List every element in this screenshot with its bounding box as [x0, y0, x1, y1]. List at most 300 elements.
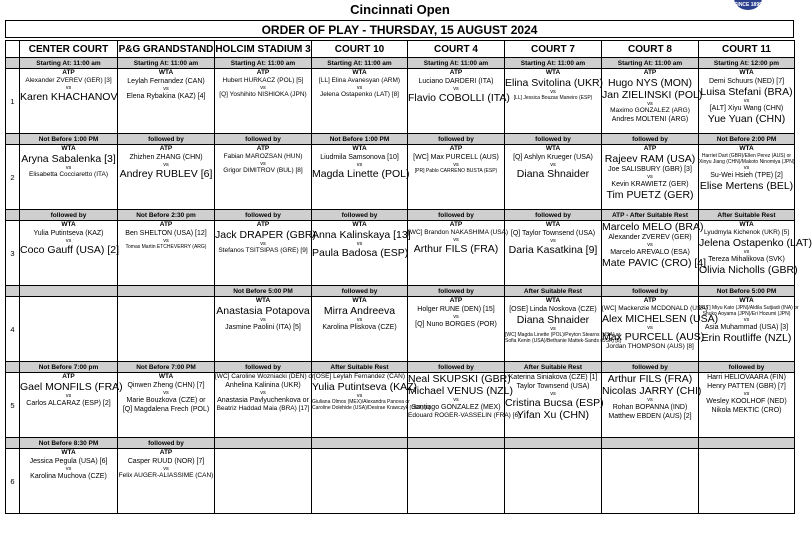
- versus-label: vs: [550, 162, 556, 168]
- start-time-label: Starting At: 12:00 pm: [699, 58, 795, 69]
- versus-label: vs: [65, 238, 72, 244]
- tour-category: WTA: [739, 69, 754, 76]
- court-header: COURT 11: [699, 41, 795, 58]
- match-cell: [312, 297, 408, 362]
- start-time-label: After Suitable Rest: [505, 362, 602, 373]
- match-cell: [118, 145, 215, 210]
- match-cell: [118, 221, 215, 286]
- player-name: Yulia Putintseva (KAZ): [33, 230, 104, 237]
- match-row: [6, 69, 795, 134]
- player-name: Ben SHELTON (USA) [12]: [125, 230, 207, 237]
- row-number-spacer: [6, 134, 20, 145]
- match-cell: [505, 373, 602, 438]
- match-cell: [699, 373, 795, 438]
- tour-category: ATP: [159, 221, 173, 228]
- start-time-label: [602, 438, 699, 449]
- court-header-row: [6, 41, 795, 58]
- start-time-label: [215, 438, 312, 449]
- player-name: [OSE] Leylah Fernandez (CAN): [313, 373, 406, 380]
- tour-category: ATP: [256, 69, 270, 76]
- match-cell: [20, 449, 118, 514]
- player-name: Anna Kalinskaya [13]: [312, 229, 411, 241]
- versus-label: vs: [65, 393, 72, 399]
- player-name: Stefanos TSITSIPAS (GRE) [9]: [218, 247, 308, 254]
- match-cell: [215, 69, 312, 134]
- tour-category: ATP: [449, 145, 463, 152]
- player-name: Andrey RUBLEV [6]: [119, 168, 213, 180]
- player-name: Rajeev RAM (USA): [604, 153, 696, 165]
- start-time-label: [408, 438, 505, 449]
- player-name: Yulia Putintseva (KAZ): [312, 381, 418, 393]
- start-time-label: Starting At: 11:00 am: [118, 58, 215, 69]
- start-time-label: followed by: [505, 210, 602, 221]
- player-name: Demi Schuurs (NED) [7]: [708, 78, 785, 85]
- versus-label: vs: [163, 238, 169, 244]
- match-cell: [118, 297, 215, 362]
- player-name: Arthur FILS (FRA): [607, 373, 693, 385]
- player-name: Yifan Xu (CHN): [517, 409, 589, 421]
- start-time-label: followed by: [699, 362, 795, 373]
- player-name: Marie Bouzkova (CZE) or: [126, 397, 206, 404]
- player-name: Zhizhen ZHANG (CHN): [129, 154, 203, 161]
- corner-cell: [6, 41, 20, 58]
- row-number: 5: [6, 373, 20, 438]
- match-cell: [312, 449, 408, 514]
- player-name: [Q] Nuno BORGES (POR): [415, 321, 497, 328]
- match-cell: [118, 449, 215, 514]
- match-cell: [215, 221, 316, 286]
- player-name: [PR] Pablo CARRENO BUSTA (ESP): [414, 168, 498, 174]
- player-name: Jan ZIELINSKI (POL): [602, 89, 703, 101]
- player-name: Nikola MEKTIC (CRO): [711, 407, 782, 414]
- versus-label: vs: [260, 317, 266, 323]
- player-name: Diana Shnaider: [516, 168, 590, 180]
- player-name: Felix AUGER-ALIASSIME (CAN): [118, 472, 214, 479]
- match-cell: [505, 449, 602, 514]
- player-name: Beatriz Haddad Maia (BRA) [17]: [216, 405, 310, 412]
- slot-header-row: [6, 362, 795, 373]
- player-name: [Q] Magdalena Frech (POL): [122, 406, 210, 413]
- tour-category: WTA: [352, 69, 367, 76]
- versus-label: vs: [550, 326, 556, 332]
- versus-label: vs: [647, 101, 653, 107]
- match-cell: [20, 373, 123, 438]
- versus-label: vs: [453, 162, 459, 168]
- player-name: Henry PATTEN (GBR) [7]: [707, 383, 786, 390]
- start-time-label: [699, 438, 795, 449]
- versus-label: vs: [163, 390, 169, 396]
- tour-category: ATP: [62, 373, 75, 380]
- versus-label: vs: [743, 391, 750, 397]
- start-time-label: Not Before 2:30 pm: [118, 210, 215, 221]
- player-name: Magda Linette (POL): [312, 168, 410, 180]
- player-name: [WC] Magda Linette (POL)/Peyton Stearns (USA) or: [505, 332, 621, 338]
- player-name: Andres MOLTENI (ARG): [611, 116, 689, 123]
- match-cell: [408, 145, 505, 210]
- tour-category: ATP: [256, 145, 270, 152]
- match-cell: [602, 69, 703, 134]
- match-cell: [602, 449, 699, 514]
- start-time-label: [118, 286, 215, 297]
- player-name: Jelena Ostapenko (LAT): [699, 237, 812, 249]
- match-cell: [408, 297, 505, 362]
- tour-category: WTA: [545, 69, 561, 76]
- start-time-label: Not Before 1:00 PM: [20, 134, 118, 145]
- match-cell: [699, 69, 795, 134]
- player-name: Giuliana Olmos (MEX)/Alexandra Panova or: [312, 399, 410, 405]
- start-time-label: Starting At: 11:00 am: [312, 58, 408, 69]
- versus-label: vs: [647, 242, 653, 248]
- player-name: Alexander ZVEREV (GER) [3]: [25, 77, 112, 84]
- versus-label: vs: [743, 317, 750, 323]
- start-time-label: After Suitable Rest: [505, 286, 602, 297]
- match-cell: [312, 69, 408, 134]
- versus-label: vs: [260, 161, 266, 167]
- match-cell: [699, 297, 799, 362]
- player-name: Liudmila Samsonova [10]: [320, 154, 399, 161]
- start-time-label: ATP - After Suitable Rest: [602, 210, 699, 221]
- schedule-body: [6, 58, 812, 514]
- logo-text: SINCE 1899: [734, 2, 762, 8]
- player-name: Mate PAVIC (CRO) [4]: [602, 257, 707, 269]
- player-name: Diana Shnaider: [516, 314, 590, 326]
- player-name: [LL] Elina Avanesyan (ARM): [318, 77, 401, 84]
- row-number-spacer: [6, 362, 20, 373]
- player-name: Marcelo AREVALO (ESA): [610, 249, 690, 256]
- start-time-label: followed by: [312, 286, 408, 297]
- start-time-label: followed by: [408, 210, 505, 221]
- player-name: Tereza Mihalikova (SVK): [708, 256, 785, 263]
- player-name: Caroline Dolehide (USA)/Desirae Krawczyk (USA) [6]: [312, 405, 431, 411]
- match-cell: [312, 373, 431, 438]
- player-name: Shuko Aoyama (JPN)/Eri Hozumi (JPN): [702, 311, 791, 317]
- player-name: Karen KHACHANOV: [20, 91, 118, 103]
- tour-category: WTA: [158, 373, 174, 380]
- tour-category: WTA: [61, 221, 76, 228]
- tour-category: ATP: [449, 297, 463, 304]
- player-name: Nicolas JARRY (CHI): [602, 385, 702, 397]
- player-name: Lyudmyla Kichenok (UKR) [5]: [703, 229, 789, 236]
- tour-category: WTA: [739, 221, 754, 228]
- player-name: Paula Badosa (ESP): [312, 247, 409, 259]
- tour-category: ATP: [643, 145, 657, 152]
- player-name: Fabian MAROZSAN (HUN): [223, 153, 303, 160]
- match-cell: [699, 449, 795, 514]
- player-name: Cristina Bucsa (ESP): [505, 397, 604, 409]
- player-name: Wesley KOOLHOF (NED): [706, 398, 787, 405]
- player-name: Arthur FILS (FRA): [413, 243, 499, 255]
- player-name: Michael VENUS (NZL): [408, 385, 514, 397]
- match-cell: [215, 297, 312, 362]
- start-time-label: Not Before 1:00 PM: [312, 134, 408, 145]
- versus-label: vs: [647, 325, 653, 331]
- versus-label: vs: [453, 397, 459, 403]
- player-name: Jelena Ostapenko (LAT) [8]: [319, 91, 399, 98]
- match-cell: [505, 145, 602, 210]
- player-name: Taylor Townsend (USA): [516, 383, 590, 390]
- versus-label: vs: [453, 314, 459, 320]
- player-name: Elina Svitolina (UKR): [505, 77, 604, 89]
- player-name: Neal SKUPSKI (GBR): [408, 373, 511, 385]
- start-time-label: followed by: [408, 286, 505, 297]
- player-name: Su-Wei Hsieh (TPE) [2]: [710, 172, 783, 179]
- match-cell: [505, 221, 602, 286]
- player-name: Karolina Pliskova (CZE): [322, 324, 397, 331]
- row-number-spacer: [6, 286, 20, 297]
- slot-header-row: [6, 134, 795, 145]
- versus-label: vs: [356, 393, 363, 399]
- player-name: Rohan BOPANNA (IND): [612, 404, 688, 411]
- player-name: Hubert HURKACZ (POL) [5]: [222, 77, 304, 84]
- slot-header-row: [6, 286, 795, 297]
- start-time-label: [20, 286, 118, 297]
- start-time-label: followed by: [20, 210, 118, 221]
- player-name: Elena Rybakina (KAZ) [4]: [126, 93, 206, 100]
- versus-label: vs: [163, 162, 169, 168]
- player-name: Daria Kasatkina [9]: [508, 244, 598, 256]
- match-cell: [699, 221, 812, 286]
- player-name: Coco Gauff (USA) [2]: [20, 244, 120, 256]
- start-time-label: followed by: [408, 134, 505, 145]
- match-row: [6, 373, 795, 438]
- start-time-label: Not Before 7:00 pm: [20, 362, 118, 373]
- tour-category: ATP: [449, 221, 463, 228]
- match-cell: [602, 297, 719, 362]
- player-name: [ALT] Miyu Kato (JPN)/Aldila Sutjiadi (INA) or: [699, 305, 799, 311]
- court-header: COURT 4: [408, 41, 505, 58]
- player-name: Luisa Stefani (BRA): [700, 86, 793, 98]
- versus-label: vs: [356, 162, 363, 168]
- versus-label: vs: [647, 174, 653, 180]
- player-name: Katerina Siniakova (CZE) [1]: [508, 374, 598, 381]
- court-header: COURT 10: [312, 41, 408, 58]
- player-name: Qinwen Zheng (CHN) [7]: [127, 382, 205, 389]
- tour-category: ATP: [643, 69, 657, 76]
- versus-label: vs: [453, 237, 459, 243]
- player-name: Carlos ALCARAZ (ESP) [2]: [26, 400, 111, 407]
- versus-label: vs: [65, 165, 72, 171]
- slot-header-row: [6, 210, 795, 221]
- player-name: Aryna Sabalenka [3]: [21, 153, 116, 165]
- match-cell: [602, 145, 699, 210]
- tour-category: WTA: [352, 221, 367, 228]
- tour-category: WTA: [545, 145, 561, 152]
- player-name: [LL] Jessica Bouzas Maneiro (ESP): [513, 95, 593, 101]
- row-number: 2: [6, 145, 20, 210]
- start-time-label: followed by: [602, 362, 699, 373]
- match-cell: [215, 145, 312, 210]
- match-cell: [602, 221, 707, 286]
- start-time-label: followed by: [215, 362, 312, 373]
- versus-label: vs: [356, 317, 363, 323]
- start-time-label: Not Before 8:30 PM: [20, 438, 118, 449]
- start-time-label: followed by: [118, 438, 215, 449]
- versus-label: vs: [743, 98, 750, 104]
- start-time-label: Not Before 5:00 PM: [215, 286, 312, 297]
- start-time-label: After Suitable Rest: [699, 210, 795, 221]
- player-name: [OSE] Linda Noskova (CZE): [509, 306, 597, 313]
- player-name: [Q] Taylor Townsend (USA): [510, 230, 596, 237]
- player-name: [WC] Max PURCELL (AUS): [413, 154, 499, 161]
- court-header: HOLCIM STADIUM 3: [215, 41, 312, 58]
- player-name: Alexander ZVEREV (GER): [608, 234, 692, 241]
- tour-category: ATP: [256, 221, 270, 228]
- tour-category: ATP: [643, 297, 657, 304]
- start-time-label: Not Before 7:00 PM: [118, 362, 215, 373]
- match-cell: [699, 145, 795, 210]
- slot-header-row: [6, 438, 795, 449]
- start-time-label: [312, 438, 408, 449]
- tour-category: WTA: [739, 145, 754, 152]
- player-name: Mirra Andreeva: [323, 305, 396, 317]
- start-time-label: [505, 438, 602, 449]
- match-cell: [602, 373, 702, 438]
- versus-label: vs: [260, 241, 266, 247]
- match-cell: [118, 69, 215, 134]
- versus-label: vs: [550, 391, 556, 397]
- versus-label: vs: [65, 85, 72, 91]
- row-number: 1: [6, 69, 20, 134]
- versus-label: vs: [260, 390, 266, 396]
- player-name: [WC] Mackenzie MCDONALD (USA): [602, 305, 708, 312]
- tour-category: WTA: [352, 145, 367, 152]
- versus-label: vs: [356, 85, 363, 91]
- player-name: Anhelina Kalinina (UKR): [225, 382, 301, 389]
- slot-header-row: [6, 58, 795, 69]
- match-cell: [312, 221, 411, 286]
- tour-category: WTA: [61, 449, 76, 456]
- player-name: Kevin KRAWIETZ (GER): [611, 181, 689, 188]
- start-time-label: followed by: [118, 134, 215, 145]
- versus-label: vs: [163, 466, 169, 472]
- order-of-play-table: [5, 40, 812, 514]
- match-cell: [20, 221, 118, 286]
- versus-label: vs: [743, 249, 750, 255]
- court-header: P&G GRANDSTAND: [118, 41, 215, 58]
- player-name: Santiago GONZALEZ (MEX): [411, 404, 501, 411]
- start-time-label: followed by: [215, 210, 312, 221]
- order-of-play-subtitle: ORDER OF PLAY - THURSDAY, 15 AUGUST 2024: [5, 20, 794, 38]
- player-name: Matthew EBDEN (AUS) [2]: [608, 413, 692, 420]
- player-name: Max PURCELL (AUS): [602, 331, 705, 343]
- player-name: Grigor DIMITROV (BUL) [8]: [223, 167, 303, 174]
- tour-category: WTA: [255, 297, 271, 304]
- player-name: Flavio COBOLLI (ITA): [408, 92, 510, 104]
- court-header: COURT 7: [505, 41, 602, 58]
- start-time-label: followed by: [602, 134, 699, 145]
- versus-label: vs: [65, 466, 72, 472]
- player-name: Leylah Fernandez (CAN): [127, 78, 205, 85]
- player-name: Xinyu Jiang (CHN)/Makoto Ninomiya (JPN): [699, 159, 795, 165]
- court-header: CENTER COURT: [20, 41, 118, 58]
- match-cell: [20, 145, 118, 210]
- tour-category: WTA: [352, 297, 367, 304]
- versus-label: vs: [743, 165, 750, 171]
- row-number-spacer: [6, 210, 20, 221]
- match-row: [6, 221, 795, 286]
- versus-label: vs: [163, 86, 169, 92]
- player-name: Jasmine Paolini (ITA) [5]: [225, 324, 301, 331]
- match-cell: [408, 373, 520, 438]
- start-time-label: followed by: [215, 134, 312, 145]
- match-row: [6, 145, 795, 210]
- player-name: Yue Yuan (CHN): [707, 113, 786, 125]
- tour-category: WTA: [545, 221, 561, 228]
- match-cell: [408, 69, 510, 134]
- player-name: Tomas Martin ETCHEVERRY (ARG): [125, 244, 207, 250]
- row-number-spacer: [6, 438, 20, 449]
- start-time-label: Starting At: 11:00 am: [602, 58, 699, 69]
- match-cell: [408, 449, 505, 514]
- player-name: [Q] Yoshihito NISHIOKA (JPN): [219, 91, 307, 98]
- player-name: Anastasia Pavlyuchenkova or: [217, 397, 309, 404]
- player-name: Elise Mertens (BEL): [699, 180, 794, 192]
- match-row: [6, 297, 795, 362]
- start-time-label: followed by: [505, 134, 602, 145]
- player-name: Marcelo MELO (BRA): [602, 221, 704, 233]
- start-time-label: Not Before 5:00 PM: [699, 286, 795, 297]
- start-time-label: Not Before 2:00 PM: [699, 134, 795, 145]
- row-number: 6: [6, 449, 20, 514]
- player-name: Harriet Dart (GBR)/Ellen Perez (AUS) or: [701, 153, 792, 159]
- match-cell: [312, 145, 408, 210]
- tour-category: WTA: [158, 69, 174, 76]
- player-name: Hugo NYS (MON): [607, 77, 692, 89]
- player-name: Elisabetta Cocciaretto (ITA): [29, 171, 108, 178]
- player-name: Olivia Nicholls (GBR): [699, 264, 798, 276]
- player-name: Maximo GONZALEZ (ARG): [610, 107, 690, 114]
- player-name: [WC] Caroline Wozniacki (DEN) or: [215, 373, 315, 380]
- versus-label: vs: [356, 241, 363, 247]
- player-name: Erin Routliffe (NZL): [701, 332, 792, 344]
- row-number-spacer: [6, 58, 20, 69]
- match-cell: [118, 373, 215, 438]
- versus-label: vs: [550, 238, 556, 244]
- page-title: Cincinnati Open: [350, 2, 450, 17]
- player-name: [WC] Brandon NAKASHIMA (USA): [408, 229, 509, 236]
- start-time-label: After Suitable Rest: [312, 362, 408, 373]
- player-name: Jordan THOMPSON (AUS) [8]: [606, 343, 694, 350]
- tour-category: ATP: [159, 145, 173, 152]
- player-name: Sofia Kenin (USA)/Bethanie Mattek-Sands (USA) [8]: [505, 338, 621, 344]
- versus-label: vs: [647, 397, 653, 403]
- tour-category: ATP: [449, 69, 463, 76]
- match-cell: [20, 69, 118, 134]
- tour-category: WTA: [739, 297, 754, 304]
- player-name: [Q] Ashlyn Krueger (USA): [513, 154, 593, 161]
- player-name: [ALT] Xiyu Wang (CHN): [709, 105, 784, 112]
- start-time-label: Starting At: 11:00 am: [408, 58, 505, 69]
- player-name: Karolina Muchova (CZE): [30, 473, 107, 480]
- court-header: COURT 8: [602, 41, 699, 58]
- row-number: 4: [6, 297, 20, 362]
- versus-label: vs: [453, 86, 459, 92]
- match-cell: [215, 449, 312, 514]
- tour-category: WTA: [61, 145, 76, 152]
- player-name: Joe SALISBURY (GBR) [3]: [608, 166, 692, 173]
- tour-category: ATP: [159, 449, 173, 456]
- match-cell: [505, 297, 621, 362]
- player-name: Alex MICHELSEN (USA): [602, 313, 719, 325]
- player-name: Gael MONFILS (FRA): [20, 381, 123, 393]
- player-name: Anastasia Potapova: [216, 305, 310, 317]
- tour-category: WTA: [545, 297, 561, 304]
- versus-label: vs: [550, 89, 556, 95]
- player-name: Harri HELIOVAARA (FIN): [707, 374, 786, 381]
- start-time-label: Starting At: 11:00 am: [215, 58, 312, 69]
- match-cell: [408, 221, 509, 286]
- tour-category: ATP: [62, 69, 75, 76]
